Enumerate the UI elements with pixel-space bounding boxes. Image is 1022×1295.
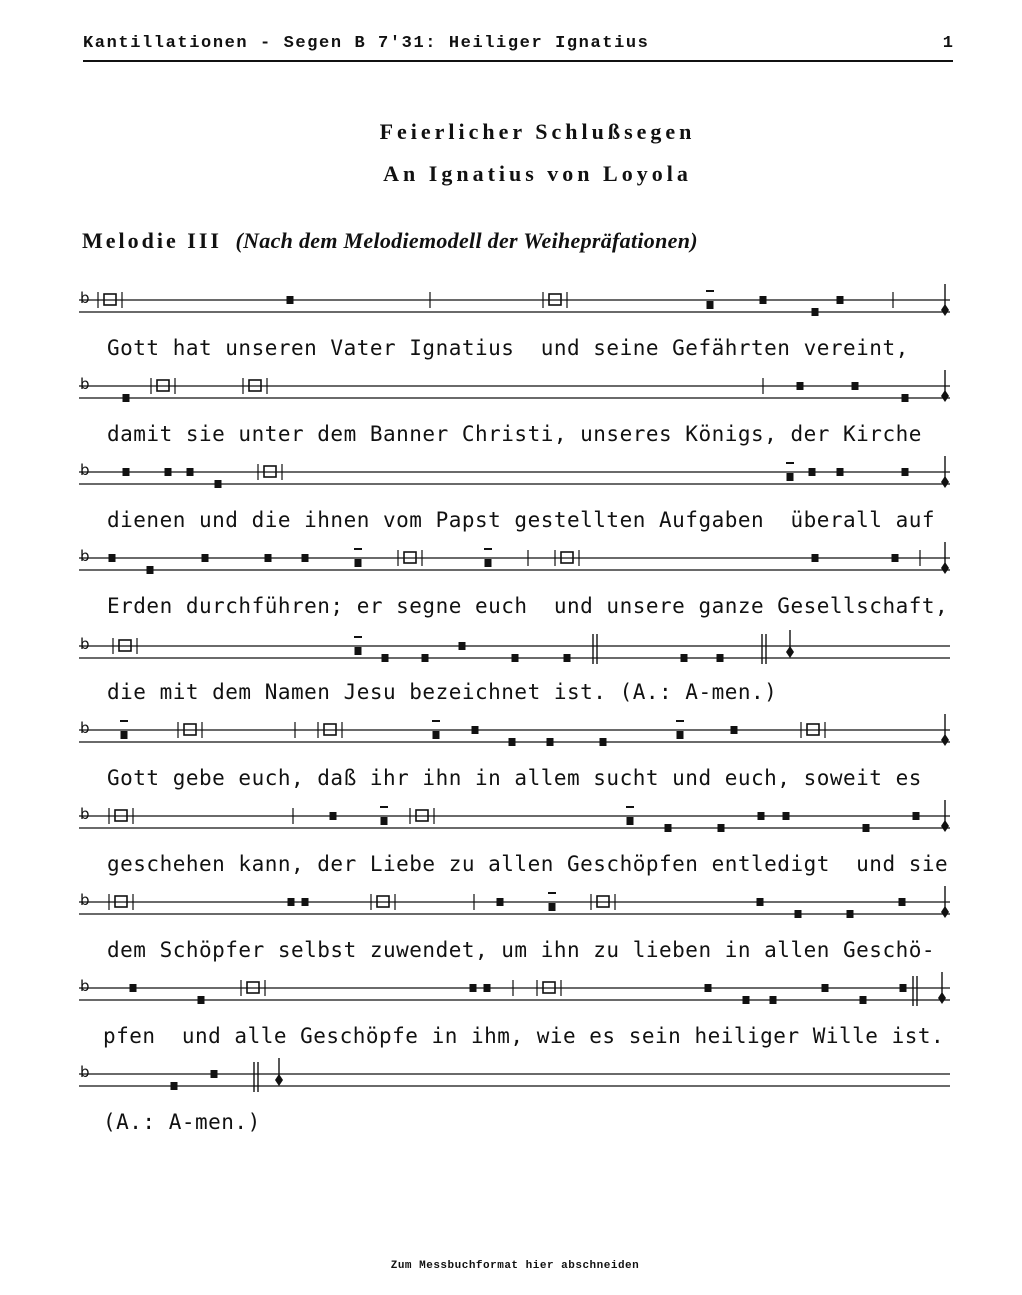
final-note [941,390,949,402]
chant-note [902,468,909,476]
chant-note [757,898,764,906]
clef: b [80,1063,90,1081]
chant-note [900,984,907,992]
final-note [941,476,949,488]
chant-note [760,296,767,304]
staff [79,376,950,404]
chant-note [787,473,794,481]
chant-note [837,468,844,476]
chant-note [665,824,672,832]
staff [79,720,950,748]
final-note [941,304,949,316]
chant-note [718,824,725,832]
title-line-2: An Ignatius von Loyola [383,161,692,186]
chant-note [302,898,309,906]
chant-note [860,996,867,1004]
final-note [786,646,794,658]
final-note [941,734,949,746]
chant-note [812,308,819,316]
lyric-line: dienen und die ihnen vom Papst gestellten Aufgaben überall auf [107,508,936,532]
chant-note [758,812,765,820]
lyric-line: die mit dem Namen Jesu bezeichnet ist. (A.: A-men.) [107,680,778,704]
chant-note [902,394,909,402]
chant-note [382,654,389,662]
chant-note [130,984,137,992]
final-note [938,992,946,1004]
chant-note [265,554,272,562]
final-note [941,906,949,918]
header-title: Kantillationen - Segen B 7'31: Heiliger Ignatius [83,34,650,53]
chant-note [470,984,477,992]
chant-note [211,1070,218,1078]
lyric-line: damit sie unter dem Banner Christi, unseres Königs, der Kirche [107,422,922,446]
chant-note [433,731,440,739]
chant-note [770,996,777,1004]
chant-note [677,731,684,739]
lyric-line: pfen und alle Geschöpfe in ihm, wie es sein heiliger Wille ist. [103,1024,945,1048]
melody-subtitle: (Nach dem Melodiemodell der Weihepräfationen) [235,228,698,253]
chant-note [123,468,130,476]
chant-note [171,1082,178,1090]
staff [79,892,950,920]
staff [79,636,950,664]
chant-note [899,898,906,906]
chant-note [795,910,802,918]
chant-note [549,903,556,911]
chant-note [459,642,466,650]
chant-note [422,654,429,662]
chant-note [509,738,516,746]
chant-note [302,554,309,562]
chant-note [497,898,504,906]
chant-note [381,817,388,825]
chant-note [892,554,899,562]
chant-note [512,654,519,662]
chant-note [731,726,738,734]
clef: b [80,461,90,479]
chant-note [837,296,844,304]
title-line-1: Feierlicher Schlußsegen [379,119,696,144]
chant-note [187,468,194,476]
chant-note [852,382,859,390]
chant-note [121,731,128,739]
chant-note [147,566,154,574]
chant-note [743,996,750,1004]
final-note [275,1074,283,1086]
chant-note [198,996,205,1004]
chant-note [215,480,222,488]
clef: b [80,977,90,995]
staff [79,462,950,490]
clef: b [80,635,90,653]
clef: b [80,891,90,909]
chant-note [287,296,294,304]
lyric-line: Gott gebe euch, daß ihr ihn in allem sucht und euch, soweit es [107,766,922,790]
chant-note [202,554,209,562]
chant-note [913,812,920,820]
chant-note [484,984,491,992]
chant-note [472,726,479,734]
chant-note [627,817,634,825]
lyric-line: geschehen kann, der Liebe zu allen Geschöpfen entledigt und sie [107,852,949,876]
final-note [941,820,949,832]
chant-note [355,559,362,567]
chant-note [717,654,724,662]
lyric-line: (A.: A-men.) [103,1110,261,1134]
staff [79,978,950,1006]
chant-note [600,738,607,746]
lyric-line: dem Schöpfer selbst zuwendet, um ihn zu lieben in allen Geschö- [107,938,936,962]
staff [79,1064,950,1092]
final-note [941,562,949,574]
clef: b [80,805,90,823]
clef: b [80,719,90,737]
chant-note [705,984,712,992]
chant-note [812,554,819,562]
chant-note [288,898,295,906]
chant-note [847,910,854,918]
staff [79,806,950,834]
chant-note [797,382,804,390]
chant-note [564,654,571,662]
chant-note [822,984,829,992]
cut-line-note: Zum Messbuchformat hier abschneiden [390,1260,640,1272]
running-header [83,30,953,62]
chant-note [165,468,172,476]
page-number: 1 [942,34,953,53]
clef: b [80,547,90,565]
chant-note [809,468,816,476]
clef: b [80,375,90,393]
chant-note [707,301,714,309]
chant-note [109,554,116,562]
chant-note [783,812,790,820]
chant-note [330,812,337,820]
chant-note [485,559,492,567]
melody-label: Melodie III [82,228,222,253]
melody-heading [82,228,698,254]
chant-note [863,824,870,832]
staff [79,548,950,576]
chant-note [547,738,554,746]
chant-note [355,647,362,655]
lyric-line: Erden durchführen; er segne euch und unsere ganze Gesellschaft, [107,594,949,618]
chant-note [123,394,130,402]
staff [79,290,950,318]
clef: b [80,289,90,307]
lyric-line: Gott hat unseren Vater Ignatius und seine Gefährten vereint, [107,336,909,360]
chant-note [681,654,688,662]
